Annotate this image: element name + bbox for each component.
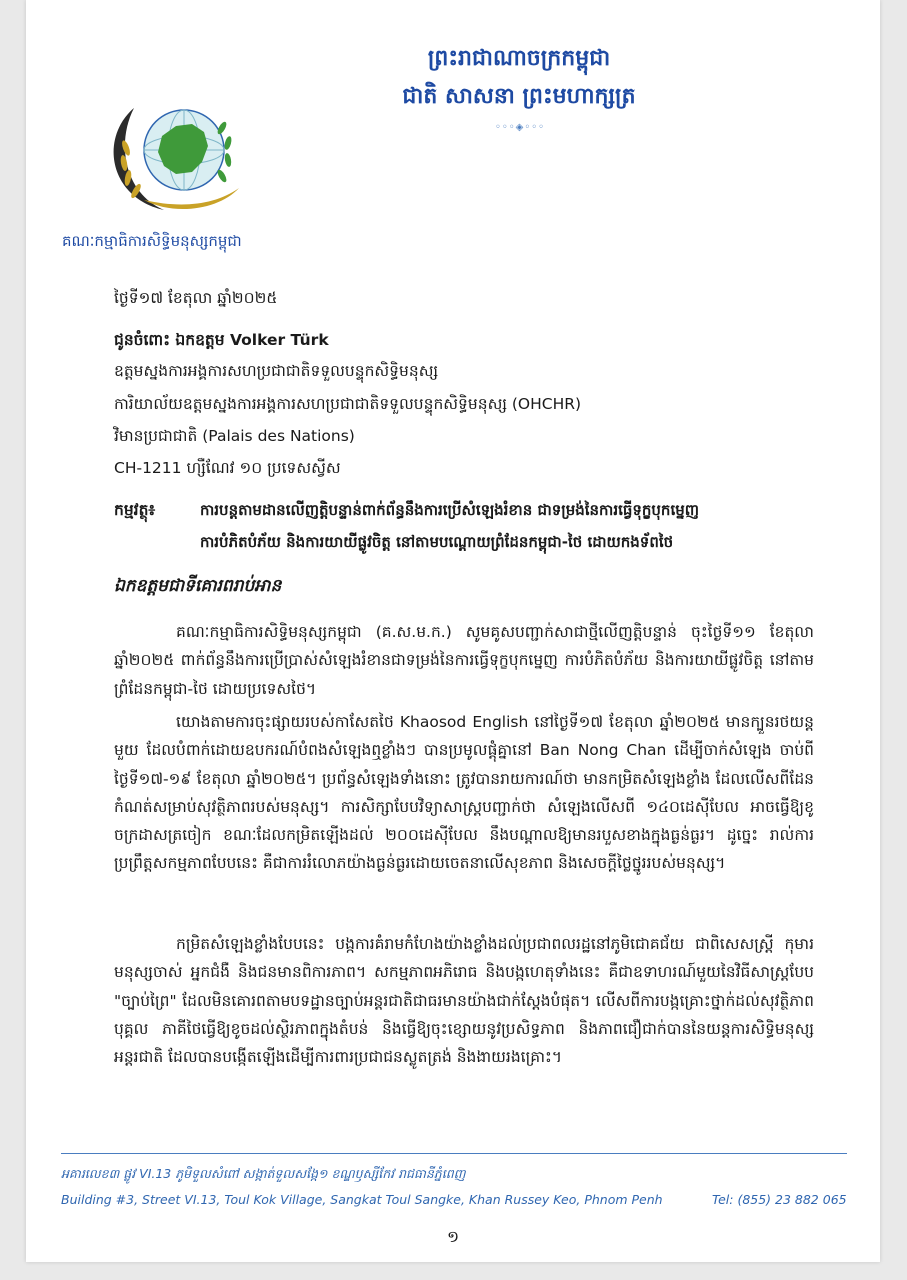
national-motto: ជាតិ សាសនា ព្រះមហាក្សត្រ — [402, 84, 636, 109]
recipient-line: ជូនចំពោះ ឯកឧត្តម Volker Türk — [114, 331, 329, 349]
page-number: ១ — [446, 1227, 460, 1246]
kingdom-title: ព្រះរាជាណាចក្រកម្ពុជា — [427, 46, 611, 71]
footer-phone: Tel: (855) 23 882 065 — [712, 1192, 847, 1207]
subject-label: កម្មវត្ថុ៖ — [114, 501, 156, 519]
subject-line-2: ការបំភិតបំភ័យ និងការយាយីផ្លូវចិត្ត នៅតាមបណ្តោយព្រំដែនកម្ពុជា-ថៃ ដោយកងទ័ពថៃ — [200, 533, 674, 551]
recipient-address: CH-1211 ហ្សឺណែវ ១០ ប្រទេសស្វីស — [114, 459, 341, 477]
letter-date: ថ្ងៃទី១៧ ខែតុលា ឆ្នាំ២០២៥ — [114, 289, 278, 307]
recipient-office: ការិយាល័យឧត្តមស្នងការអង្គការសហប្រជាជាតិទទួលបន្ទុកសិទ្ធិមនុស្ស (OHCHR) — [114, 395, 582, 413]
organization-name: គណៈកម្មាធិការសិទ្ធិមនុស្សកម្ពុជា — [62, 232, 242, 250]
footer-address-english: Building #3, Street VI.13, Toul Kok Village, Sangkat Toul Sangke, Khan Russey Keo, Phnom Penh — [61, 1192, 663, 1207]
subject-line-1: ការបន្តតាមដានលើញត្តិបន្ទាន់ពាក់ព័ន្ធនឹងការប្រើសំឡេងរំខាន ជាទម្រង់នៃការធ្វើទុក្ខបុកម្នេញ — [200, 501, 700, 519]
body-paragraph-1: គណៈកម្មាធិការសិទ្ធិមនុស្សកម្ពុជា (គ.ស.ម.ក.) សូមគូសបញ្ជាក់សាជាថ្មីលើញត្តិបន្ទាន់ ចុះថ្ងៃទី១១ ខែតុលា ឆ្នាំ២០២៥ ពាក់ព័ន្ធនឹងការប្រើប្រាស់សំឡេងរំខានជាទម្រង់នៃការធ្វើទុក្ខបុកម្នេញ ការបំភិតបំភ័យ និងការយាយីផ្លូវចិត្ត នៅតាមព្រំដែនកម្ពុជា-ថៃ ដោយប្រទេសថៃ។ — [114, 623, 814, 698]
letter-page — [26, 0, 880, 1262]
recipient-title: ឧត្តមស្នងការអង្គការសហប្រជាជាតិទទួលបន្ទុកសិទ្ធិមនុស្ស — [114, 362, 439, 380]
body-paragraph-3: កម្រិតសំឡេងខ្លាំងបែបនេះ បង្កការគំរាមកំហែងយ៉ាងខ្លាំងដល់ប្រជាពលរដ្ឋនៅភូមិជោគជ័យ ជាពិសេសស្ត្រី កុមារ មនុស្សចាស់ អ្នកជំងឺ និងជនមានពិការភាព។ សកម្មភាពអភិរោធ និងបង្កហេតុទាំងនេះ គឺជាឧទាហរណ៍មួយនៃវិធីសាស្ត្របែប "ច្បាប់ព្រៃ" ដែលមិនគោរពតាមបទដ្ឋានច្បាប់អន្តរជាតិជាធរមានយ៉ាងជាក់ស្តែងបំផុត។ លើសពីការបង្កគ្រោះថ្នាក់ដល់សុវត្ថិភាពបុគ្គល ភាគីថៃធ្វើឱ្យខូចដល់ស្ថិរភាពក្នុងតំបន់ និងធ្វើឱ្យចុះខ្សោយនូវប្រសិទ្ធភាព និងភាពជឿជាក់បាននៃយន្តការសិទ្ធិមនុស្សអន្តរជាតិ ដែលបានបង្កើតឡើងដើម្បីការពារប្រជាជនស្លូតត្រង់ និងងាយរងគ្រោះ។ — [114, 935, 814, 1067]
salutation: ឯកឧត្តមជាទីគោរពរាប់អាន — [114, 576, 282, 596]
footer-divider — [61, 1153, 847, 1154]
recipient-building: វិមានប្រជាជាតិ (Palais des Nations) — [114, 427, 355, 445]
footer-address-khmer: អគារលេខ៣ ផ្លូវ VI.13 ភូមិទួលសំពៅ សង្កាត់ទួលសង្កែ១ ខណ្ឌឫស្សីកែវ រាជធានីភ្នំពេញ — [61, 1166, 466, 1181]
organization-logo — [104, 88, 254, 218]
ornament-divider: ◦◦◦◈◦◦◦ — [494, 122, 546, 133]
body-paragraph-2: យោងតាមការចុះផ្សាយរបស់កាសែតថៃ Khaosod English នៅថ្ងៃទី១៧ ខែតុលា ឆ្នាំ២០២៥ មានក្បួនរថយន្តមួយ ដែលបំពាក់ដោយឧបករណ៍បំពងសំឡេងឮខ្លាំងៗ បានប្រមូលផ្តុំគ្នានៅ Ban Nong Chan ដើម្បីចាក់សំឡេង ចាប់ពីថ្ងៃទី១៧-១៩ ខែតុលា ឆ្នាំ២០២៥។ ប្រព័ន្ធសំឡេងទាំងនោះ ត្រូវបានរាយការណ៍ថា មានកម្រិតសំឡេងខ្លាំង ដែលលើសពីដែនកំណត់សម្រាប់សុវត្ថិភាពរបស់មនុស្ស។ ការសិក្សាបែបវិទ្យាសាស្ត្របញ្ជាក់ថា សំឡេងលើសពី ១៤០ដេស៊ីបែល អាចធ្វើឱ្យខូចក្រដាសត្រចៀក ខណៈដែលកម្រិតឡើងដល់ ២០០ដេស៊ីបែល នឹងបណ្តាលឱ្យមានរបួសខាងក្នុងធ្ងន់ធ្ងរ។ ដូច្នេះ រាល់ការប្រព្រឹត្តសកម្មភាពបែបនេះ គឺជាការរំលោភយ៉ាងធ្ងន់ធ្ងរដោយចេតនាលើសុខភាព និងសេចក្តីថ្លៃថ្នូររបស់មនុស្ស។ — [114, 713, 814, 873]
